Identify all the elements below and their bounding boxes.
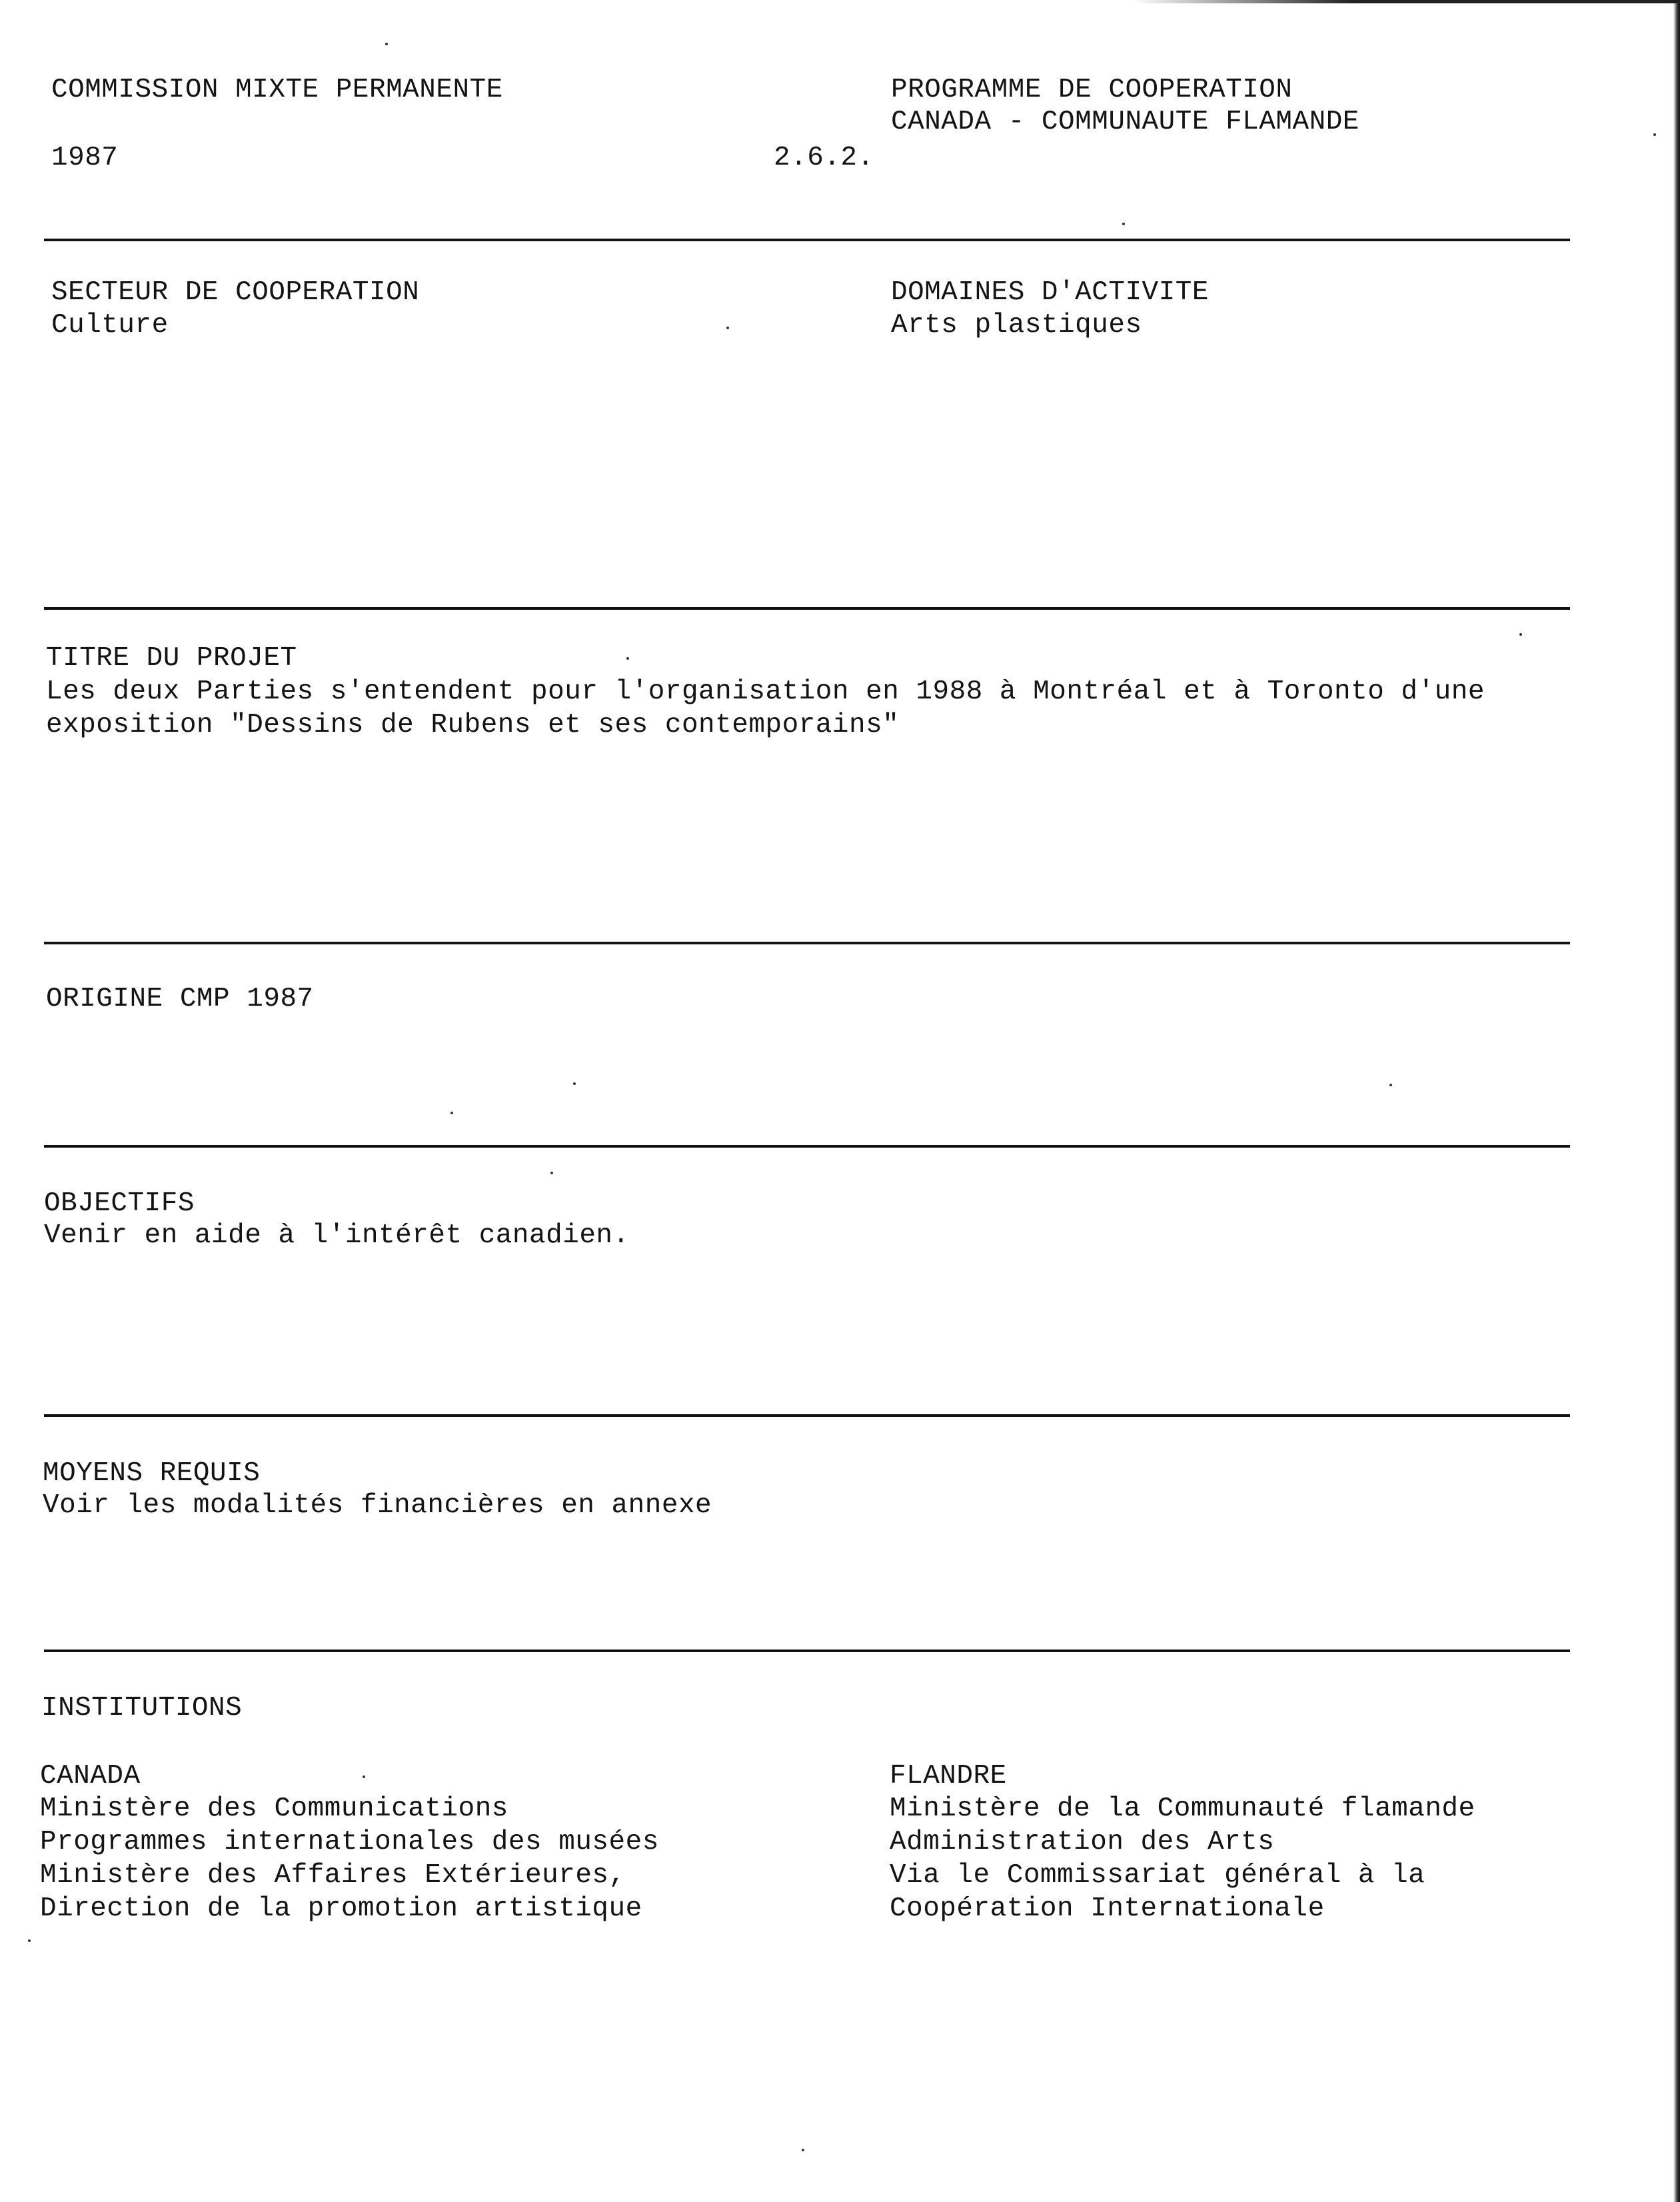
scan-speck [726,327,729,329]
scan-speck [626,657,629,660]
means-value: Voir les modalités financières en annexe [43,1490,712,1521]
flandre-institution-line: Via le Commissariat général à la [890,1860,1425,1891]
scan-speck [550,1172,553,1174]
project-title-label: TITRE DU PROJET [46,643,297,674]
scan-speck [1519,633,1522,636]
divider-rule [44,1145,1570,1148]
scan-speck [573,1082,576,1085]
sector-value: Culture [51,310,169,341]
flandre-institution-line: Administration des Arts [890,1827,1275,1857]
scan-speck [28,1939,31,1942]
programme-subtitle: CANADA - COMMUNAUTE FLAMANDE [891,107,1359,137]
domains-value: Arts plastiques [891,310,1142,341]
canada-institution-line: Programmes internationales des musées [40,1827,659,1857]
origin-label: ORIGINE CMP 1987 [46,984,314,1014]
scan-edge-shadow [1133,0,1680,3]
means-label: MOYENS REQUIS [43,1458,261,1489]
flandre-heading: FLANDRE [890,1761,1007,1791]
canada-institution-line: Direction de la promotion artistique [40,1893,642,1924]
scan-speck [1653,133,1656,136]
flandre-institution-line: Ministère de la Communauté flamande [890,1793,1475,1824]
flandre-institution-line: Coopération Internationale [890,1893,1325,1924]
divider-rule [44,1650,1570,1652]
scan-speck [385,43,388,45]
canada-heading: CANADA [40,1761,141,1791]
scan-speck [1389,1084,1392,1086]
divider-rule [44,607,1570,610]
domains-label: DOMAINES D'ACTIVITE [891,277,1209,308]
programme-title: PROGRAMME DE COOPERATION [891,75,1293,105]
scan-speck [802,2149,804,2151]
scan-edge-shadow [1673,0,1680,2202]
divider-rule [44,239,1570,241]
document-year: 1987 [51,143,119,173]
objective-value: Venir en aide à l'intérêt canadien. [44,1220,630,1251]
divider-rule [44,1414,1570,1417]
project-title-line-2: exposition "Dessins de Rubens et ses contemporains" [46,710,900,740]
sector-label: SECTEUR DE COOPERATION [51,277,420,308]
scan-speck [363,1775,365,1778]
scan-speck [450,1112,453,1114]
objective-label: OBJECTIFS [44,1188,195,1219]
document-reference: 2.6.2. [774,143,874,173]
project-title-line-1: Les deux Parties s'entendent pour l'organisation en 1988 à Montréal et à Toronto d'une [46,676,1485,707]
canada-institution-line: Ministère des Communications [40,1793,508,1824]
scan-speck [1122,223,1125,225]
divider-rule [44,942,1570,944]
canada-institution-line: Ministère des Affaires Extérieures, [40,1860,626,1891]
commission-title: COMMISSION MIXTE PERMANENTE [51,75,503,105]
institutions-label: INSTITUTIONS [41,1693,243,1723]
